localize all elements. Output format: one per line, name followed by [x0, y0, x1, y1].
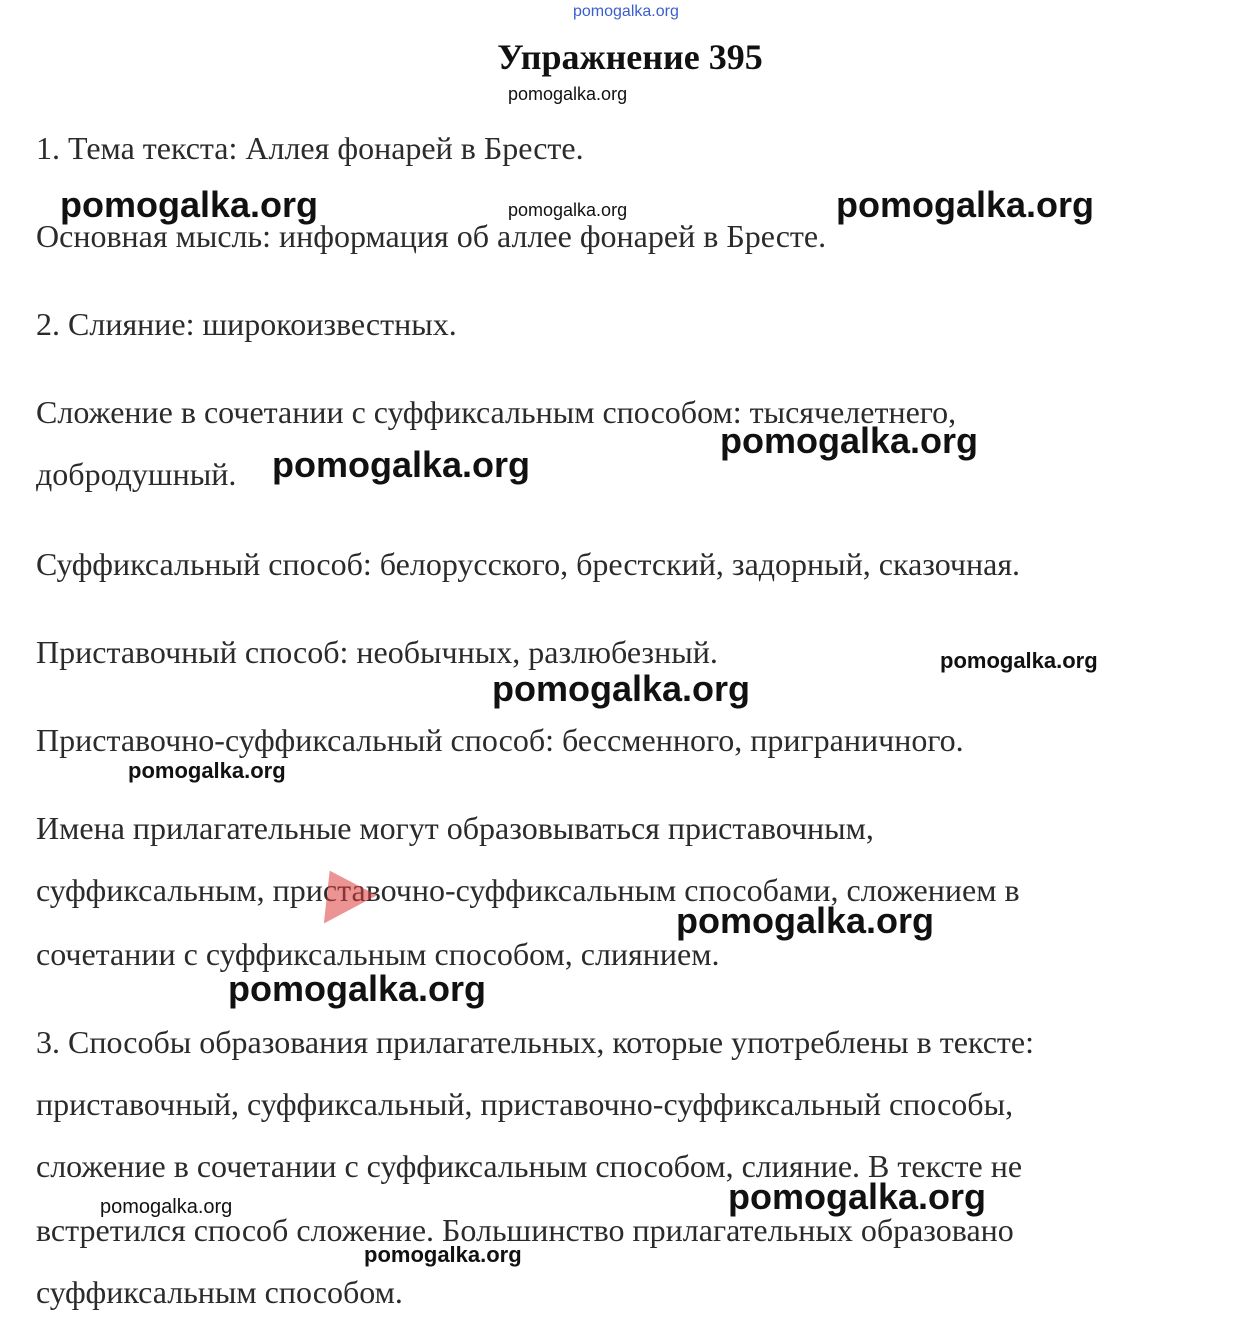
text-line: Приставочно-суффиксальный способ: бессменного, приграничного. — [36, 722, 964, 758]
watermark: pomogalka.org — [836, 184, 1095, 225]
watermark: pomogalka.org — [272, 444, 531, 485]
watermark: pomogalka.org — [128, 758, 286, 783]
text-line: Приставочный способ: необычных, разлюбезный. — [36, 634, 718, 670]
watermark: pomogalka.org — [508, 200, 628, 220]
watermark: pomogalka.org — [573, 3, 679, 20]
watermark: pomogalka.org — [676, 900, 935, 941]
text-line: суффиксальным способом. — [36, 1274, 403, 1310]
watermark: pomogalka.org — [940, 648, 1098, 673]
text-line: сложение в сочетании с суффиксальным способом, слияние. В тексте не — [36, 1148, 1023, 1184]
watermark: pomogalka.org — [364, 1242, 522, 1267]
page-title: Упражнение 395 — [497, 37, 763, 77]
text-line: Сложение в сочетании с суффиксальным способом: тысячелетнего, — [36, 394, 957, 430]
text-line: 2. Слияние: широкоизвестных. — [36, 306, 457, 342]
text-line: встретился способ сложение. Большинство прилагательных образовано — [36, 1212, 1014, 1248]
watermark: pomogalka.org — [508, 84, 628, 104]
text-line: сочетании с суффиксальным способом, слиянием. — [36, 936, 720, 972]
watermark: pomogalka.org — [100, 1196, 233, 1218]
watermark: pomogalka.org — [720, 420, 979, 461]
stamp-mark — [303, 856, 377, 923]
watermark: pomogalka.org — [228, 968, 487, 1009]
watermark: pomogalka.org — [492, 668, 751, 709]
text-line: суффиксальным, приставочно-суффиксальным способами, сложением в — [36, 872, 1020, 908]
watermark: pomogalka.org — [728, 1176, 987, 1217]
text-line: Основная мысль: информация об аллее фонарей в Бресте. — [36, 218, 827, 254]
text-line: приставочный, суффиксальный, приставочно-суффиксальный способы, — [36, 1086, 1014, 1122]
text-line: 1. Тема текста: Аллея фонарей в Бресте. — [36, 130, 584, 166]
text-line: Суффиксальный способ: белорусского, брестский, задорный, сказочная. — [36, 546, 1021, 582]
watermark: pomogalka.org — [60, 184, 319, 225]
text-line: добродушный. — [36, 456, 237, 492]
text-line: Имена прилагательные могут образовываться приставочным, — [36, 810, 874, 846]
text-line: 3. Способы образования прилагательных, которые употреблены в тексте: — [36, 1024, 1034, 1060]
